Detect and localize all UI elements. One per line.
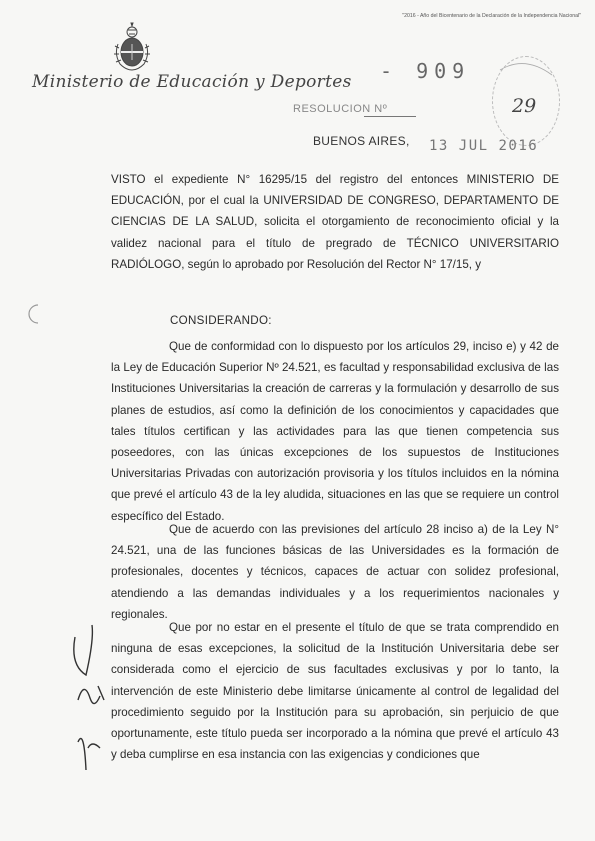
resolution-number: - 909	[380, 59, 471, 83]
header-motto: "2016 - Año del Bicentenario de la Declaración de la Independencia Nacional"	[402, 13, 581, 19]
resolution-underline	[364, 116, 416, 117]
handwritten-initials-icon	[74, 625, 104, 770]
considerando-heading: CONSIDERANDO:	[170, 314, 272, 327]
considerando-paragraph: Que por no estar en el presente el título de que se trata comprendido en ninguna de esas excepciones, la solicitud de la Institución Universitaria debe ser considerada como el ejercicio de sus facultades exclusivas y por lo tanto, la intervención de este Ministerio debe limitarse únicamente al control de legalidad del procedimiento seguido por la Institución para su aprobación, sin perjuicio de que oportunamente, este título pueda ser incorporado a la nómina que prevé el artículo 43 y deba cumplirse en esa instancia con las exigencias y condiciones que	[111, 621, 559, 762]
resolution-label: RESOLUCION Nº	[293, 103, 388, 115]
considerando-paragraph: Que de acuerdo con las previsiones del artículo 28 inciso a) de la Ley N° 24.521, una de las funciones básicas de las Universidades es la formación de profesionales, docentes y técnicos, capaces de actuar con solidez profesional, atendiendo a las demandas individuales y a los requerimientos nacionales y regionales.	[111, 523, 559, 621]
folio-number: 29	[512, 95, 537, 117]
city-label: BUENOS AIRES,	[313, 134, 410, 148]
visto-paragraph: VISTO el expediente N° 16295/15 del registro del entonces MINISTERIO DE EDUCACIÓN, por el cual la UNIVERSIDAD DE CONGRESO, DEPARTAMENTO DE CIENCIAS DE LA SALUD, solicita el otorgamiento de reconocimiento oficial y la validez nacional para el título de pregrado de TÉCNICO UNIVERSITARIO RADIÓLOGO, según lo aprobado por Resolución del Rector N° 17/15, y	[111, 173, 559, 271]
punch-hole-icon	[29, 305, 38, 323]
argentina-coat-of-arms-icon	[112, 22, 152, 72]
date-stamp: 13 JUL 2016	[429, 138, 539, 154]
considerando-paragraph: Que de conformidad con lo dispuesto por los artículos 29, inciso e) y 42 de la Ley de Educación Superior Nº 24.521, es facultad y responsabilidad exclusiva de las Instituciones Universitarias la creación de carreras y la formulación y desarrollo de sus planes de estudios, así como la definición de los conocimientos y capacidades que tales títulos certifican y las actividades para las que tienen competencia sus poseedores, con las únicas excepciones de los supuestos de Instituciones Universitarias Privadas con autorización provisoria y los títulos incluidos en la nómina que prevé el artículo 43 de la ley aludida, situaciones en las que se requiere un control específico del Estado.	[111, 340, 559, 523]
ministry-name: Ministerio de Educación y Deportes	[32, 72, 352, 92]
